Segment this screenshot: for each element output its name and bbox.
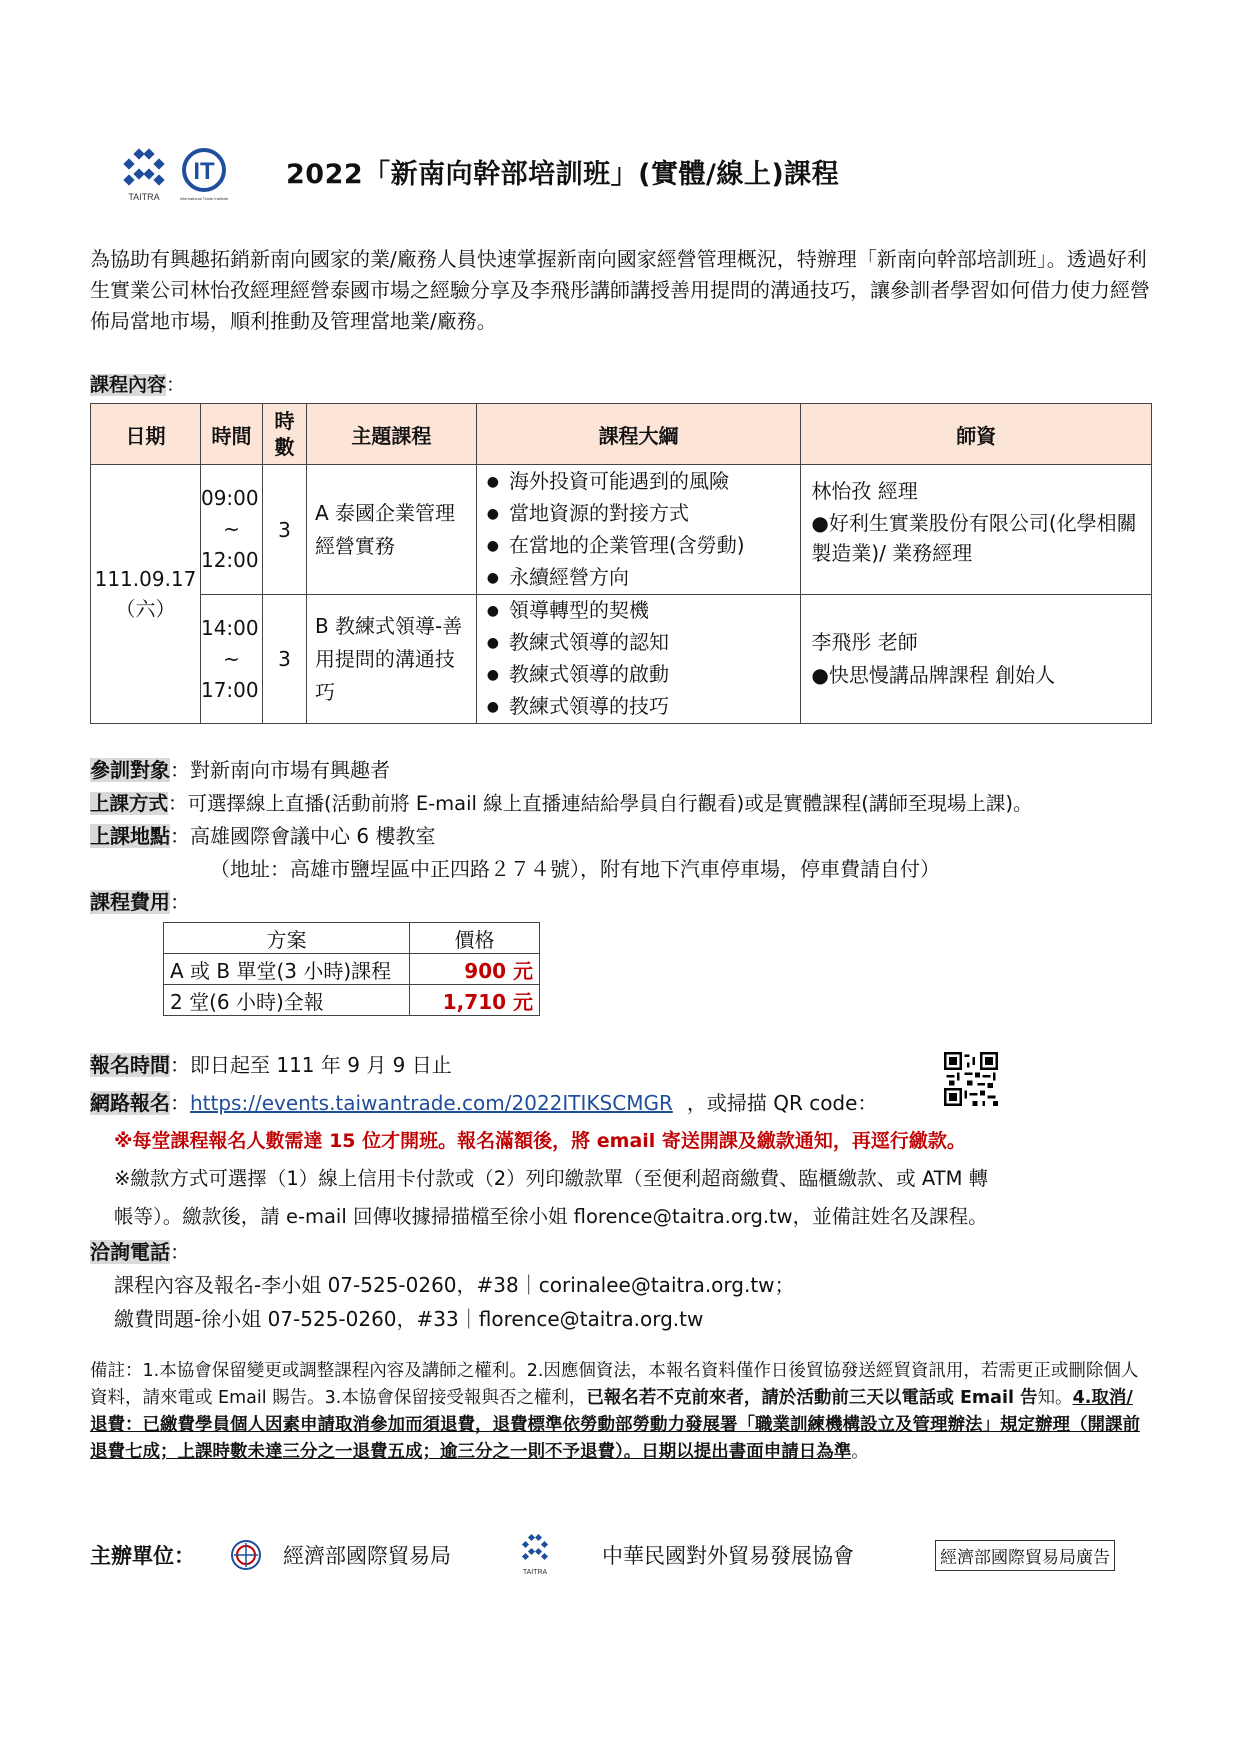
page-title: 2022「新南向幹部培訓班」(實體/線上)課程 [286, 159, 840, 190]
svg-text:TAITRA: TAITRA [522, 1569, 548, 1576]
course-topic-cell: B 教練式領導-善用提問的溝通技巧 [306, 595, 476, 724]
remarks: 備註：1.本協會保留變更或調整課程內容及講師之權利。2.因應個資法，本報名資料僅作日後貿協發送經貿資訊用，若需更正或刪除個人資料，請來電或 Email 賜告。3.本協會保留接受報與否之權利，已報名若不克前來者，請於活動前三天以電話或 Email 告知。4.取消/退費：已繳費學員個人因素申請取消參加而須退費，退費標準依勞動部勞動力發展署「職業訓練機構設立及管理辦法」規定辦理（開課前退費七成；上課時數未達三分之一退費五成；逾三分之一則不予退費）。日期以提出書面申請日為準。 [90, 1361, 1140, 1462]
course-section-label: 課程內容： [90, 374, 186, 396]
page-header [118, 140, 1118, 210]
mode-line: 上課方式：可選擇線上直播(活動前將 E-mail 線上直播連結給學員自行觀看)或是實體課程(講師至現場上課)。 [90, 792, 1033, 815]
organizer-boft: 經濟部國際貿易局 [283, 1544, 451, 1568]
organizer-taitra: 中華民國對外貿易發展協會 [602, 1544, 854, 1568]
fee-header-row: 方案 價格 [164, 923, 540, 954]
enrollment-warning: ※每堂課程報名人數需達 15 位才開班。報名滿額後，將 email 寄送開課及繳款通知，再逕行繳款。 [114, 1130, 966, 1152]
header-hours: 時數 [262, 404, 306, 465]
course-row-a [91, 465, 1152, 595]
course-outline-cell [476, 465, 801, 595]
boft-emblem-icon [230, 1539, 262, 1571]
fee-row: A 或 B 單堂(3 小時)課程 900 元 [164, 954, 540, 985]
registration-link[interactable]: https://events.taiwantrade.com/2022ITIKSCMGR [190, 1091, 673, 1115]
course-teacher-cell: 李飛彤 老師 ●快思慢講品牌課程 創始人 [801, 595, 1152, 724]
fee-label-line: 課程費用： [90, 890, 190, 914]
contact-label-line: 洽詢電話： [90, 1240, 190, 1264]
intro-paragraph: 為協助有興趣拓銷新南向國家的業/廠務人員快速掌握新南向國家經營管理概況，特辦理「新南向幹部培訓班」。透過好利生實業公司林怡孜經理經營泰國市場之經驗分享及李飛彤講師講授善用提問的溝通技巧，讓參訓者學習如何借力使力經營佈局當地市場，順利推動及管理當地業/廠務。 [90, 247, 1150, 333]
outline-list [483, 595, 795, 723]
organizer-footer [90, 1532, 1140, 1582]
header-outline: 課程大綱 [476, 404, 801, 465]
outline-item: ● 教練式領導的認知 [483, 627, 795, 659]
outline-item: ● 在當地的企業管理(含勞動) [483, 530, 795, 562]
place-address: （地址：高雄市鹽埕區中正四路２７４號），附有地下汽車停車場，停車費請自付） [210, 857, 940, 881]
course-table-header-row [91, 404, 1152, 465]
reg-time-line: 報名時間：即日起至 111 年 9 月 9 日止 [90, 1053, 452, 1077]
taitra-logo-icon [118, 146, 170, 204]
taitra-small-logo-icon [517, 1532, 553, 1578]
outline-item: ● 領導轉型的契機 [483, 595, 795, 627]
course-table [90, 403, 1152, 724]
outline-item: ● 海外投資可能遇到的風險 [483, 466, 795, 498]
qr-code-icon[interactable] [944, 1052, 998, 1106]
course-outline-cell [476, 595, 801, 724]
header-teacher: 師資 [801, 404, 1152, 465]
svg-text:International Trade Institute: International Trade Institute [179, 196, 229, 201]
outline-item: ● 永續經營方向 [483, 562, 795, 594]
header-date: 日期 [91, 404, 201, 465]
fee-table [163, 922, 540, 1016]
outline-item: ● 當地資源的對接方式 [483, 498, 795, 530]
advertisement-box: 經濟部國際貿易局廣告 [935, 1540, 1115, 1571]
svg-text:IT: IT [193, 158, 215, 185]
contact-line-1: 課程內容及報名-李小姐 07-525-0260，#38｜corinalee@taitra.org.tw； [114, 1273, 795, 1297]
reg-online-line: 網路報名：https://events.taiwantrade.com/2022ITIKSCMGR ，或掃描 QR code： [90, 1091, 878, 1115]
fee-row: 2 堂(6 小時)全報 1,710 元 [164, 985, 540, 1016]
course-time-cell: 09:00 ~ 12:00 [200, 465, 262, 595]
course-hours-cell: 3 [262, 465, 306, 595]
contact-line-2: 繳費問題-徐小姐 07-525-0260，#33｜florence@taitra.org.tw [114, 1307, 704, 1331]
course-row-b [91, 595, 1152, 724]
place-line: 上課地點：高雄國際會議中心 6 樓教室 [90, 824, 436, 848]
course-date-cell: 111.09.17 （六） [91, 465, 201, 724]
course-hours-cell: 3 [262, 595, 306, 724]
organizer-label: 主辦單位： [90, 1544, 195, 1568]
header-topic: 主題課程 [306, 404, 476, 465]
course-topic-cell: A 泰國企業管理經營實務 [306, 465, 476, 595]
header-time: 時間 [200, 404, 262, 465]
svg-text:TAITRA: TAITRA [128, 192, 160, 202]
outline-list [483, 466, 795, 594]
course-teacher-cell: 林怡孜 經理 ●好利生實業股份有限公司(化學相關製造業)/ 業務經理 [801, 465, 1152, 595]
course-time-cell: 14:00 ~ 17:00 [200, 595, 262, 724]
payment-line-2: 帳等）。繳款後，請 e-mail 回傳收據掃描檔至徐小姐 florence@taitra.org.tw，並備註姓名及課程。 [114, 1205, 988, 1228]
target-line: 參訓對象：對新南向市場有興趣者 [90, 758, 390, 782]
outline-item: ● 教練式領導的啟動 [483, 659, 795, 691]
registration-info [90, 1046, 1200, 1336]
outline-item: ● 教練式領導的技巧 [483, 691, 795, 723]
iti-logo-icon [178, 146, 230, 204]
payment-line-1: ※繳款方式可選擇（1）線上信用卡付款或（2）列印繳款單（至便利超商繳費、臨櫃繳款、或 ATM 轉 [114, 1167, 989, 1190]
course-info [90, 754, 1200, 919]
